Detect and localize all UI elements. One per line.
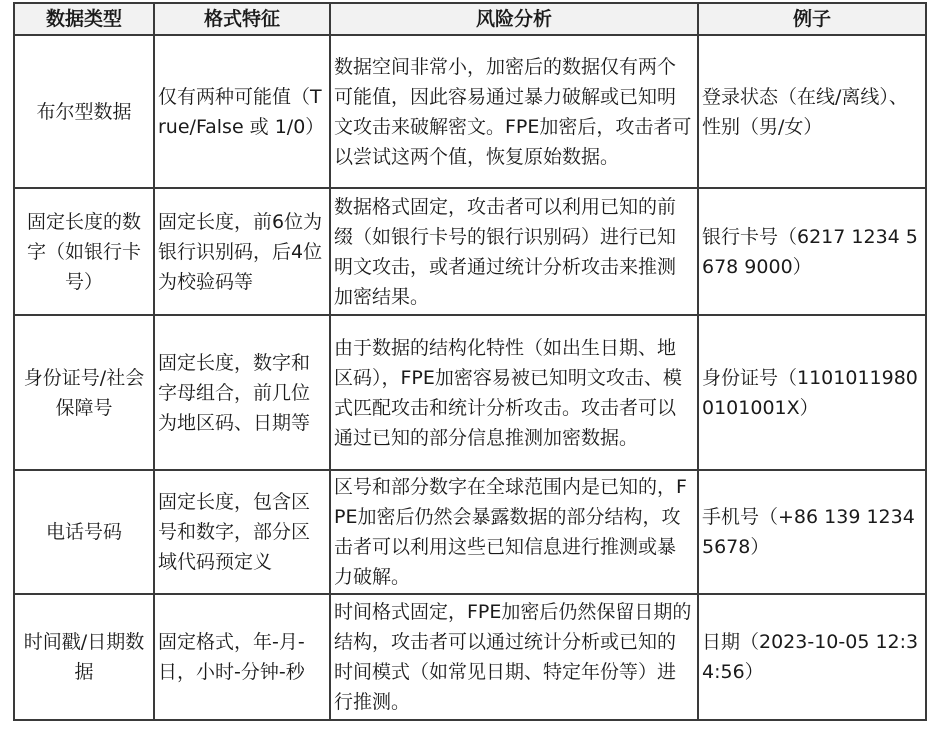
cell-example: 登录状态（在线/离线）、性别（男/女） [698, 35, 926, 188]
cell-example: 日期（2023-10-05 12:34:56） [698, 594, 926, 720]
cell-data-type: 身份证号/社会保障号 [14, 315, 154, 470]
cell-data-type: 布尔型数据 [14, 35, 154, 188]
table-row [14, 470, 926, 594]
data-risk-table [13, 2, 927, 721]
header-risk: 风险分析 [330, 3, 698, 35]
table-row [14, 188, 926, 315]
cell-data-type: 固定长度的数字（如银行卡号） [14, 188, 154, 315]
table-row [14, 315, 926, 470]
cell-format: 固定长度，包含区号和数字，部分区域代码预定义 [154, 470, 330, 594]
cell-risk: 数据空间非常小，加密后的数据仅有两个可能值，因此容易通过暴力破解或已知明文攻击来破解密文。FPE加密后，攻击者可以尝试这两个值，恢复原始数据。 [330, 35, 698, 188]
cell-format: 仅有两种可能值（True/False 或 1/0） [154, 35, 330, 188]
cell-risk: 数据格式固定，攻击者可以利用已知的前缀（如银行卡号的银行识别码）进行已知明文攻击，或者通过统计分析攻击来推测加密结果。 [330, 188, 698, 315]
cell-example: 身份证号（11010119800101001X） [698, 315, 926, 470]
cell-format: 固定格式，年-月-日，小时-分钟-秒 [154, 594, 330, 720]
cell-data-type: 时间戳/日期数据 [14, 594, 154, 720]
table-row [14, 35, 926, 188]
cell-risk: 由于数据的结构化特性（如出生日期、地区码），FPE加密容易被已知明文攻击、模式匹配攻击和统计分析攻击。攻击者可以通过已知的部分信息推测加密数据。 [330, 315, 698, 470]
header-format: 格式特征 [154, 3, 330, 35]
cell-example: 手机号（+86 139 1234 5678） [698, 470, 926, 594]
table-row [14, 594, 926, 720]
cell-example: 银行卡号（6217 1234 5678 9000） [698, 188, 926, 315]
header-data-type: 数据类型 [14, 3, 154, 35]
cell-format: 固定长度，数字和字母组合，前几位为地区码、日期等 [154, 315, 330, 470]
header-row [14, 3, 926, 35]
header-example: 例子 [698, 3, 926, 35]
cell-risk: 时间格式固定，FPE加密后仍然保留日期的结构，攻击者可以通过统计分析或已知的时间模式（如常见日期、特定年份等）进行推测。 [330, 594, 698, 720]
cell-risk: 区号和部分数字在全球范围内是已知的，FPE加密后仍然会暴露数据的部分结构，攻击者可以利用这些已知信息进行推测或暴力破解。 [330, 470, 698, 594]
cell-data-type: 电话号码 [14, 470, 154, 594]
cell-format: 固定长度，前6位为银行识别码，后4位为校验码等 [154, 188, 330, 315]
